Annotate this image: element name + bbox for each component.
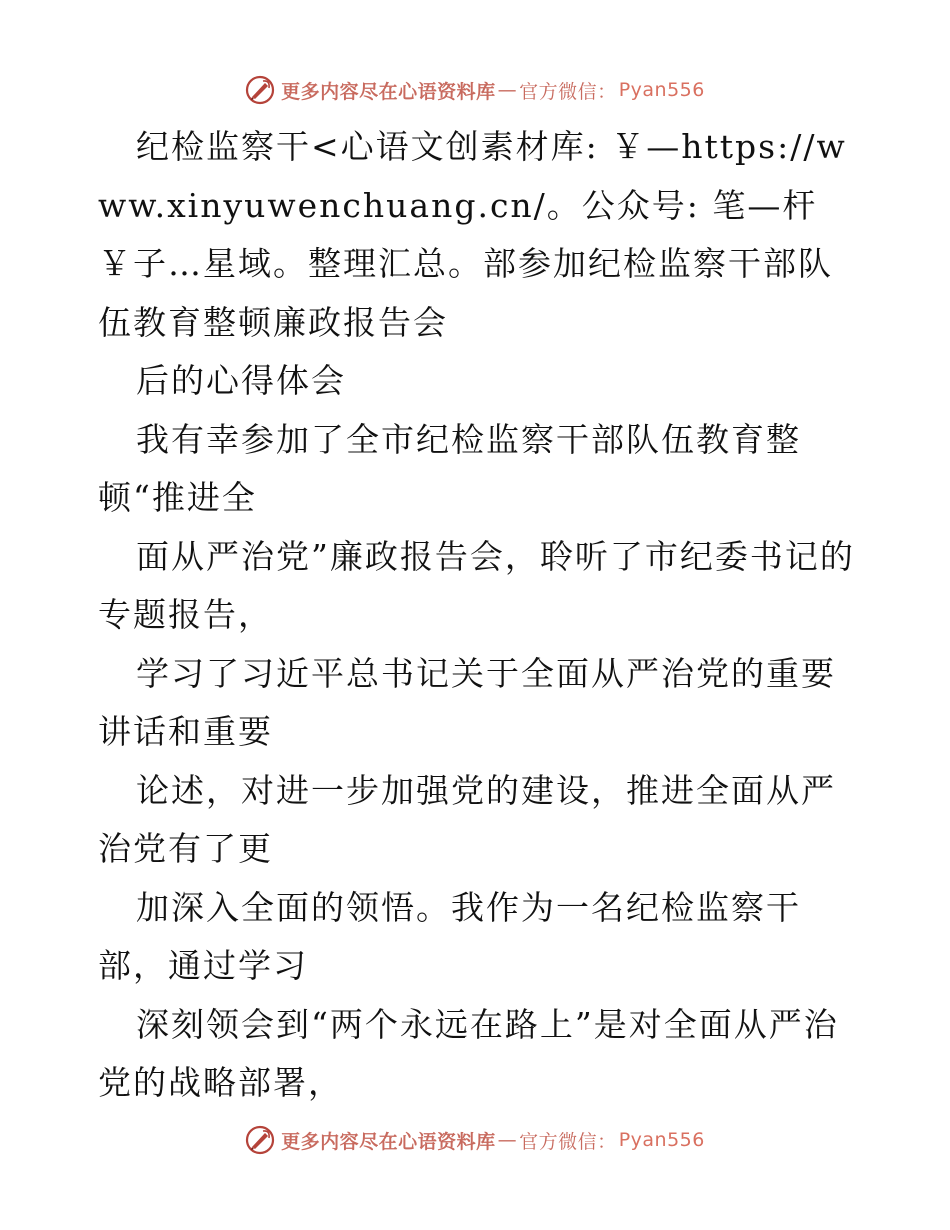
body-paragraph: 学习了习近平总书记关于全面从严治党的重要讲话和重要 [98,653,836,751]
banner-dash: — [497,1129,518,1151]
body-paragraph: 加深入全面的领悟。我作为一名纪检监察干部，通过学习 [98,887,801,985]
body-paragraph: 论述，对进一步加强党的建设，推进全面从严治党有了更 [98,770,836,868]
banner-wechat-label: 官方微信： [519,1130,617,1153]
body-paragraph: 我有幸参加了全市纪检监察干部队伍教育整 [136,419,801,459]
banner-wechat-id: Pyan556 [618,1129,705,1151]
pen-logo-icon [245,1125,275,1155]
document-body [98,118,858,1113]
banner-main-text: 更多内容尽在心语资料库 [281,80,496,103]
body-paragraph: 顿“推进全 [98,478,257,517]
body-paragraph: 深刻领会到“两个永远在路上”是对全面从严治党的战略部署， [98,1004,839,1102]
pen-logo-icon [245,75,275,105]
banner-main-text: 更多内容尽在心语资料库 [281,1130,496,1153]
body-paragraph: 纪检监察干<心语文创素材库: ￥—https://www.xinyuwenchuang.cn/。公众号: 笔—杆￥子…星域。整理汇总。部参加纪检监察干部队伍教育整顿廉政报告会 [98,127,847,342]
banner-wechat-id: Pyan556 [618,79,705,101]
footer-banner [0,1120,950,1160]
banner-dash: — [497,79,518,101]
body-paragraph: 后的心得体会 [136,361,346,400]
footer-banner-text [281,1127,705,1154]
header-banner-text [281,77,705,104]
body-paragraph: 面从严治党”廉政报告会，聆听了市纪委书记的专题报告， [98,536,855,634]
header-banner [0,70,950,110]
banner-wechat-label: 官方微信： [519,80,617,103]
